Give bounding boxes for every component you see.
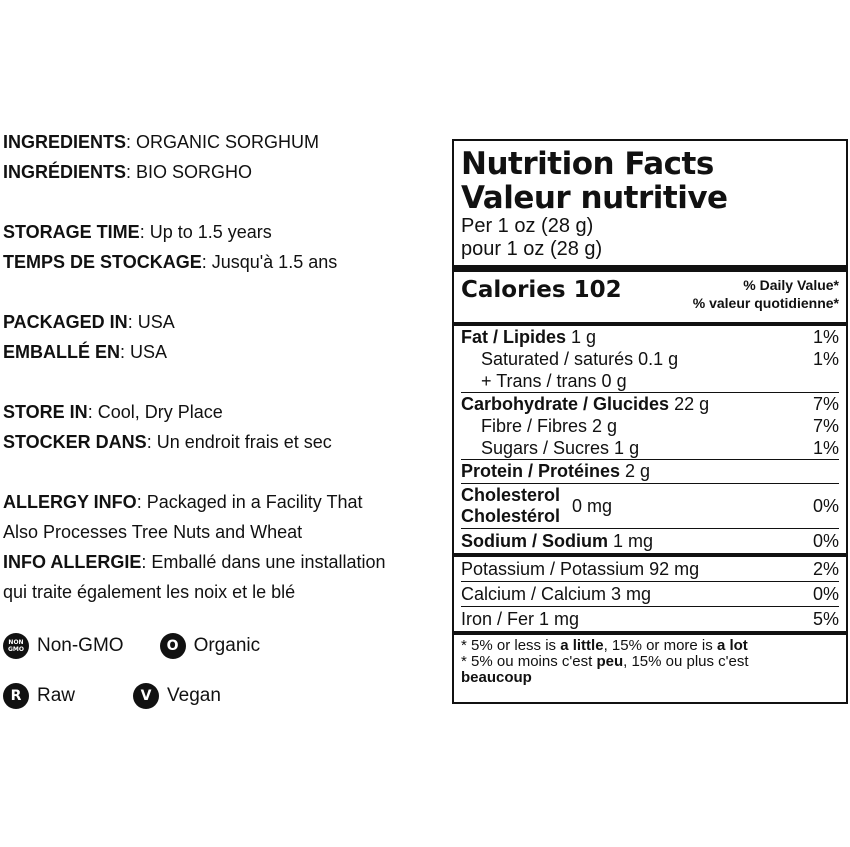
fat-row <box>461 326 839 348</box>
calories-label: Calories <box>461 277 566 303</box>
badge-raw-label: Raw <box>37 685 76 706</box>
ingredients-en <box>3 127 448 157</box>
storage-en-value: : Up to 1.5 years <box>139 222 272 242</box>
iron-row <box>461 607 839 631</box>
allergy-fr <box>3 547 448 577</box>
badge-non-gmo-label: Non-GMO <box>37 635 124 656</box>
allergy-fr-value-1: : Emballé dans une installation <box>141 552 386 572</box>
store-fr-label: STOCKER DANS <box>3 432 147 452</box>
storage-fr-value: : Jusqu'à 1.5 ans <box>201 252 338 272</box>
fibre-row <box>461 415 839 437</box>
packaged-en-label: PACKAGED IN <box>3 312 128 332</box>
fat-amount: 1 g <box>566 327 597 347</box>
calcium-pct: 0% <box>812 584 839 604</box>
sugars-row <box>461 437 839 459</box>
carbohydrate-label: Carbohydrate / Glucides <box>461 394 670 414</box>
calcium-row <box>461 582 839 606</box>
potassium-pct: 2% <box>812 559 839 579</box>
organic-icon: O <box>160 633 186 659</box>
sodium-pct: 0% <box>812 531 839 551</box>
allergy-fr-value-2: qui traite également les noix et le blé <box>3 582 296 602</box>
serving-size-en: Per 1 oz (28 g) <box>461 215 594 237</box>
storage-en-label: STORAGE TIME <box>3 222 140 242</box>
badge-raw <box>3 683 75 709</box>
non-gmo-icon-text-1: NON <box>8 639 24 646</box>
daily-value-en: % Daily Value* <box>743 277 839 293</box>
daily-value-fr: % valeur quotidienne* <box>692 295 839 311</box>
calories-value: 102 <box>573 277 622 303</box>
saturated-label: Saturated / saturés 0.1 g <box>481 349 679 369</box>
badge-organic-label: Organic <box>193 635 261 656</box>
store-fr-value: : Un endroit frais et sec <box>146 432 332 452</box>
packaged-fr <box>3 337 448 367</box>
badge-non-gmo <box>3 633 124 659</box>
non-gmo-icon <box>3 633 29 659</box>
storage-en <box>3 217 448 247</box>
ingredients-fr <box>3 157 448 187</box>
daily-value-header <box>693 276 839 312</box>
storage-fr-label: TEMPS DE STOCKAGE <box>3 252 202 272</box>
ingredients-en-label: INGREDIENTS <box>3 132 127 152</box>
fat-pct: 1% <box>812 327 839 347</box>
nutrition-facts-panel <box>452 139 848 704</box>
cholesterol-amount: 0 mg <box>572 495 613 516</box>
cholesterol-pct: 0% <box>812 495 839 516</box>
fibre-pct: 7% <box>812 416 839 436</box>
cholesterol-label-fr: Cholestérol <box>461 506 561 526</box>
nutrition-title-fr: Valeur nutritive <box>461 180 728 216</box>
potassium-row <box>461 557 839 581</box>
trans-label: + Trans / trans 0 g <box>481 371 627 391</box>
allergy-en-label: ALLERGY INFO <box>3 492 137 512</box>
non-gmo-icon-text-2: GMO <box>8 646 24 653</box>
nutrition-title-en: Nutrition Facts <box>461 146 714 182</box>
product-info <box>3 127 448 607</box>
saturated-pct: 1% <box>812 349 839 369</box>
calcium-label: Calcium / Calcium 3 mg <box>461 584 652 604</box>
saturated-row <box>461 348 839 370</box>
allergy-fr-label: INFO ALLERGIE <box>3 552 142 572</box>
store-en-label: STORE IN <box>3 402 88 422</box>
store-en-value: : Cool, Dry Place <box>87 402 223 422</box>
storage-fr <box>3 247 448 277</box>
ingredients-en-value: : ORGANIC SORGHUM <box>126 132 320 152</box>
badge-vegan-label: Vegan <box>167 685 221 706</box>
allergy-en <box>3 487 448 517</box>
badge-vegan <box>133 683 221 709</box>
vegan-icon: V <box>133 683 159 709</box>
cholesterol-label-en: Cholesterol <box>461 485 561 505</box>
footnote <box>461 635 839 686</box>
carbohydrate-pct: 7% <box>812 394 839 414</box>
iron-label: Iron / Fer 1 mg <box>461 609 580 629</box>
sodium-amount: 1 mg <box>608 531 654 551</box>
protein-row <box>461 460 839 483</box>
packaged-fr-label: EMBALLÉ EN <box>3 342 120 362</box>
carbohydrate-row <box>461 393 839 415</box>
sugars-label: Sugars / Sucres 1 g <box>481 438 640 458</box>
carbohydrate-amount: 22 g <box>669 394 710 414</box>
raw-icon: R <box>3 683 29 709</box>
divider-thick <box>454 265 846 272</box>
packaged-en-value: : USA <box>127 312 175 332</box>
fibre-label: Fibre / Fibres 2 g <box>481 416 618 436</box>
store-en <box>3 397 448 427</box>
protein-amount: 2 g <box>620 461 651 481</box>
iron-pct: 5% <box>812 609 839 629</box>
sodium-row <box>461 529 839 553</box>
footnote-fr: * 5% ou moins c'est peu, 15% ou plus c'est <box>461 653 749 670</box>
footnote-fr-2: beaucoup <box>461 669 532 686</box>
sugars-pct: 1% <box>812 438 839 458</box>
allergy-en-value-1: : Packaged in a Facility That <box>136 492 363 512</box>
ingredients-fr-value: : BIO SORGHO <box>126 162 253 182</box>
potassium-label: Potassium / Potassium 92 mg <box>461 559 700 579</box>
badge-organic <box>160 633 261 659</box>
calories <box>461 276 622 304</box>
serving-size-fr: pour 1 oz (28 g) <box>461 238 603 260</box>
packaged-en <box>3 307 448 337</box>
cholesterol-row <box>461 484 839 528</box>
trans-row <box>461 370 839 392</box>
store-fr <box>3 427 448 457</box>
sodium-label: Sodium / Sodium <box>461 531 608 551</box>
calories-row <box>461 272 839 322</box>
footnote-en: * 5% or less is a little, 15% or more is a lot <box>461 637 748 654</box>
packaged-fr-value: : USA <box>120 342 168 362</box>
allergy-en-value-2: Also Processes Tree Nuts and Wheat <box>3 522 303 542</box>
protein-label: Protein / Protéines <box>461 461 621 481</box>
ingredients-fr-label: INGRÉDIENTS <box>3 162 127 182</box>
product-badges <box>3 628 303 728</box>
fat-label: Fat / Lipides <box>461 327 567 347</box>
